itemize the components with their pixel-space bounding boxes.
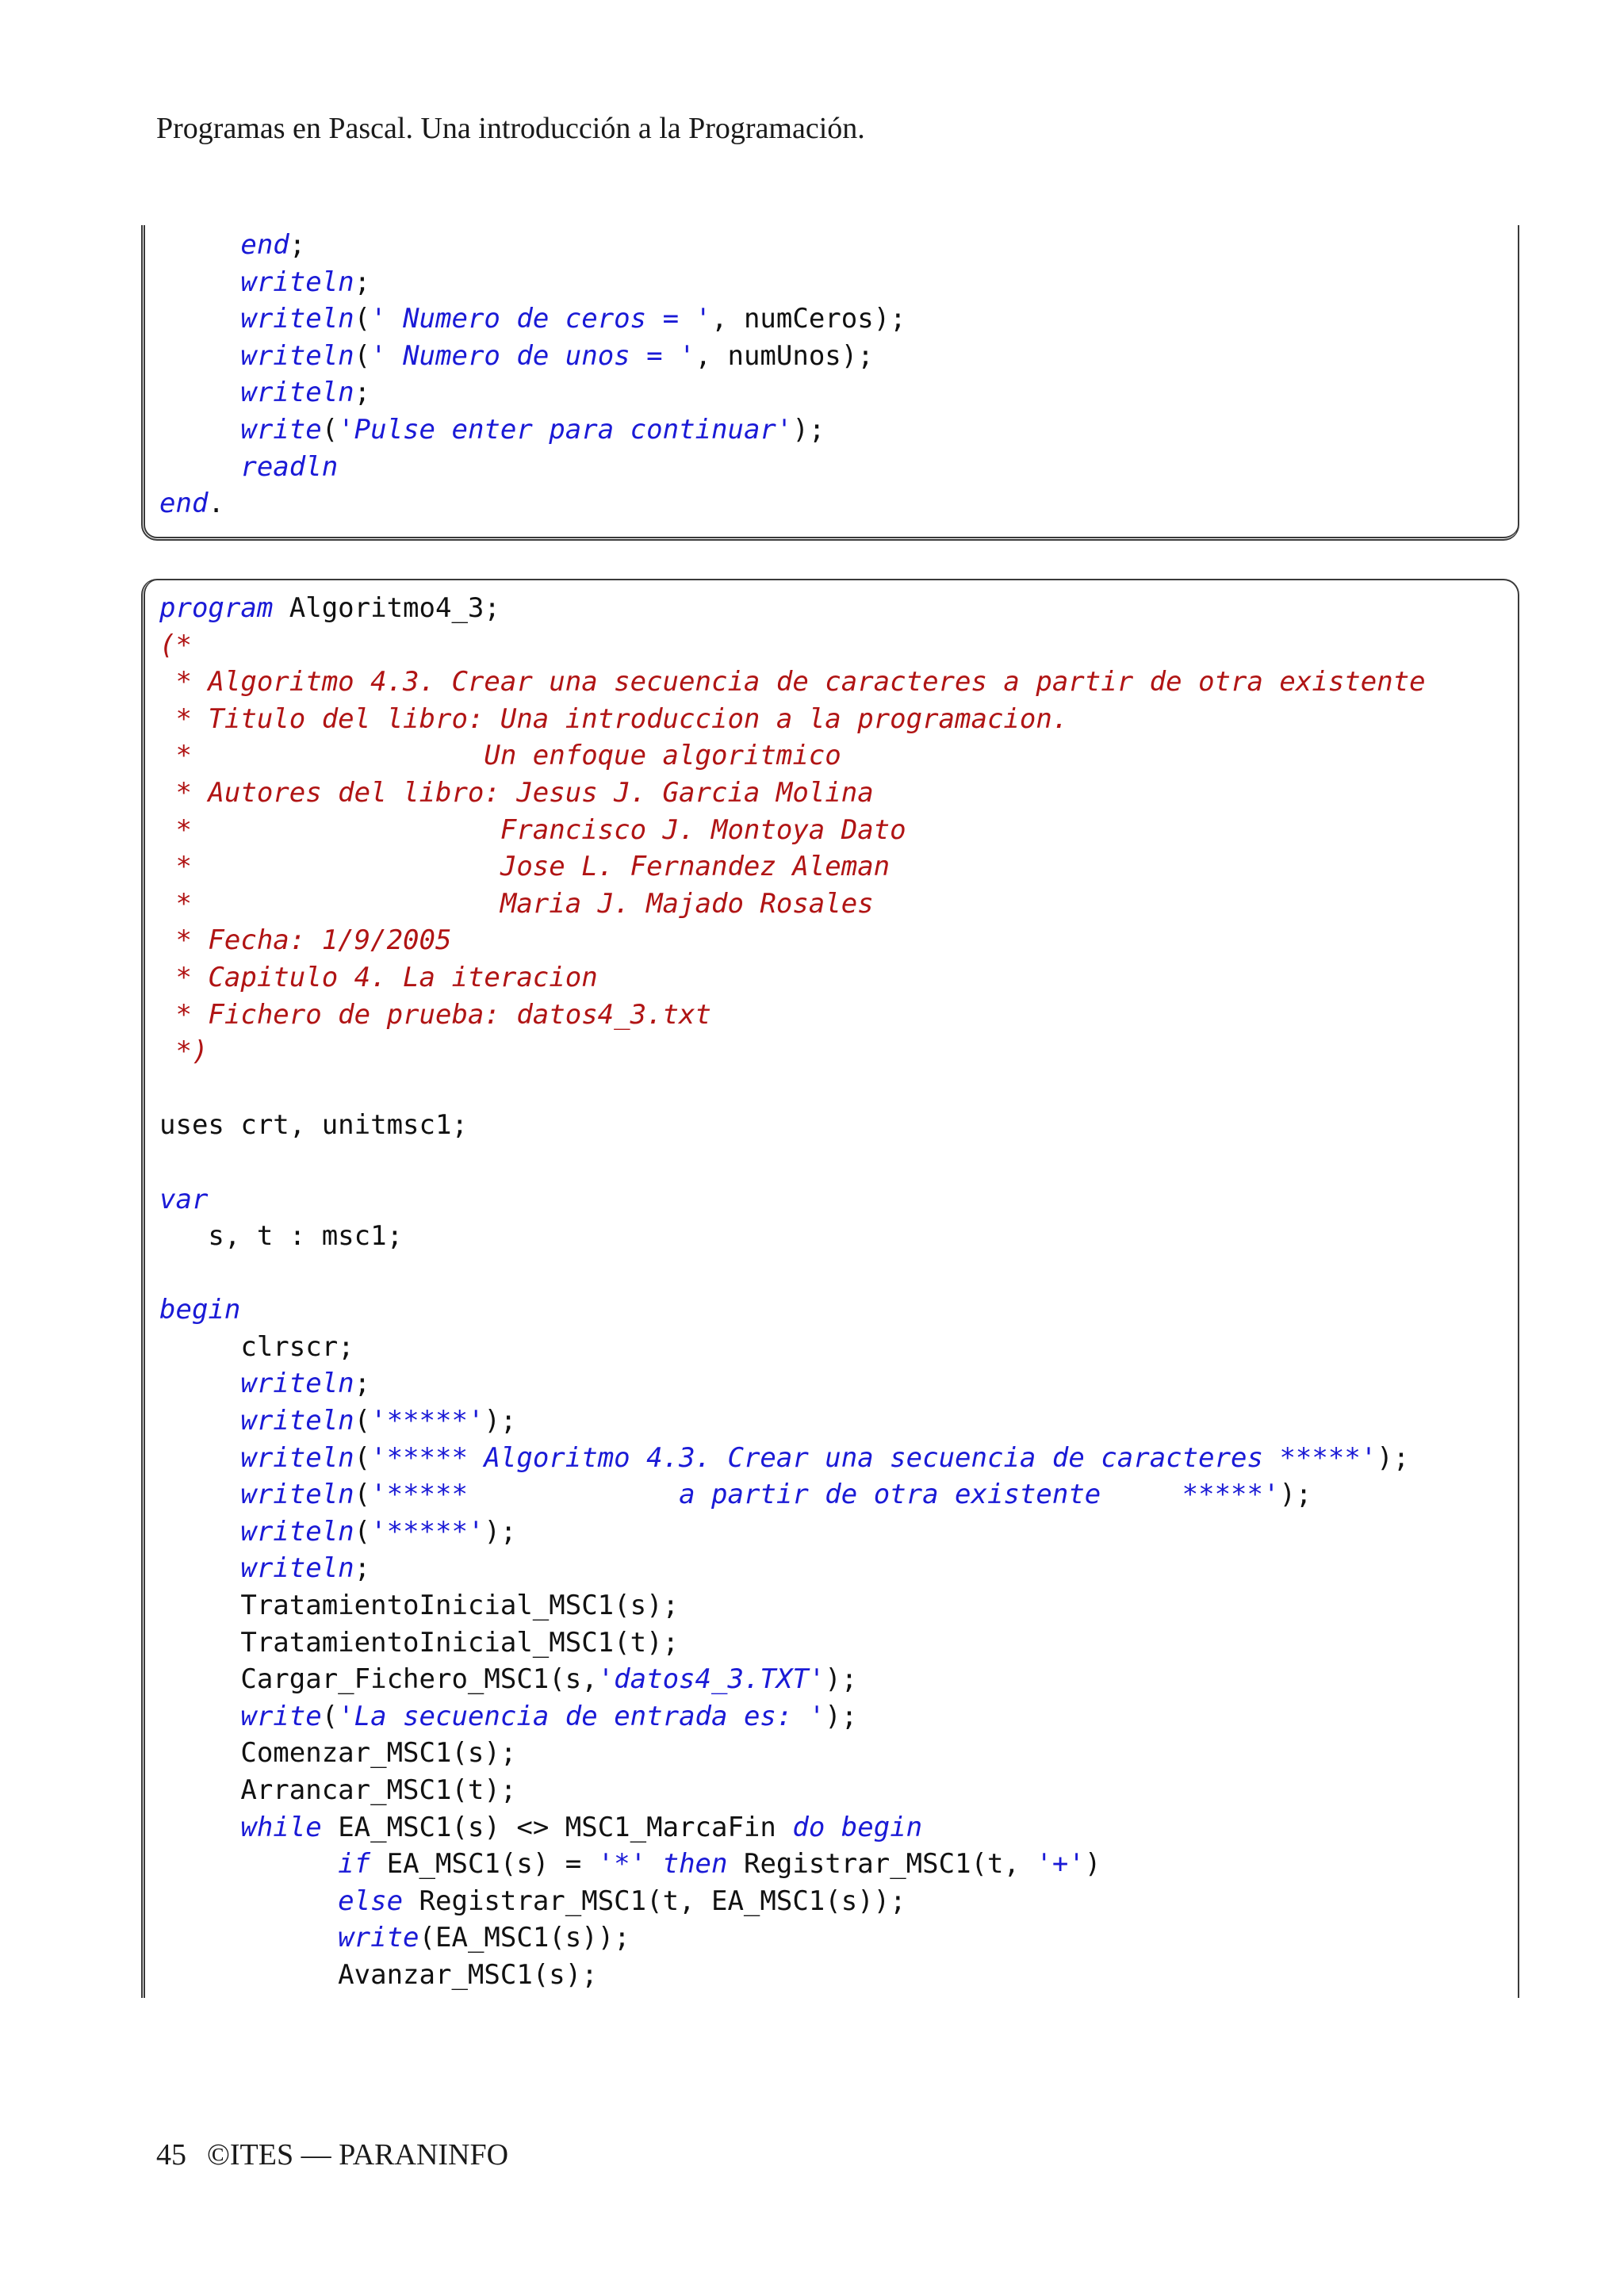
code-token: ;: [354, 266, 371, 298]
code-token: '*****': [370, 1515, 485, 1548]
code-token: [159, 1885, 338, 1917]
code-line: [159, 1663, 857, 1695]
code-token: writeln: [240, 1368, 354, 1400]
code-token: [159, 340, 240, 372]
code-token: Cargar_Fichero_MSC1(s,: [159, 1663, 598, 1696]
code-token: (: [321, 413, 339, 446]
code-token: *): [159, 1035, 209, 1068]
code-line: [159, 924, 451, 956]
code-token: writeln: [240, 1552, 354, 1585]
code-token: );: [484, 1405, 517, 1437]
code-line: [159, 1737, 516, 1769]
code-token: (*: [159, 629, 192, 661]
code-token: * Maria J. Majado Rosales: [159, 887, 874, 920]
code-token: TratamientoInicial_MSC1(s);: [159, 1590, 680, 1622]
code-line: [159, 666, 1426, 698]
code-token: * Fecha: 1/9/2005: [159, 924, 452, 957]
code-token: program: [159, 592, 274, 624]
code-line: [159, 888, 874, 920]
code-token: (: [354, 1515, 371, 1548]
code-token: * Fichero de prueba: datos4_3.txt: [159, 998, 711, 1031]
code-token: Registrar_MSC1(t,: [727, 1848, 1036, 1881]
code-line: [159, 266, 370, 298]
code-line: [159, 999, 711, 1031]
code-token: writeln: [240, 1515, 354, 1548]
code-token: begin: [159, 1294, 241, 1326]
code-token: [159, 1442, 240, 1474]
code-token: [159, 266, 240, 298]
code-token: [159, 1812, 240, 1843]
page-header: Programas en Pascal. Una introducción a la Programación.: [156, 112, 865, 145]
code-token: ;: [354, 1552, 371, 1585]
code-token: writeln: [240, 339, 354, 372]
code-listing-frame-algoritmo4-3: [141, 579, 1519, 1998]
code-line: [159, 1516, 516, 1548]
code-token: '*': [597, 1848, 647, 1881]
code-line: [159, 1959, 598, 1991]
code-token: readln: [240, 450, 339, 483]
code-token: (: [354, 1405, 371, 1437]
code-token: [159, 303, 240, 335]
code-line: [159, 1442, 1409, 1474]
code-token: while: [240, 1811, 322, 1843]
code-token: );: [1279, 1479, 1312, 1511]
code-line: [159, 703, 1068, 735]
code-line: [159, 451, 338, 483]
code-token: [159, 1516, 240, 1548]
code-token: [159, 1479, 240, 1510]
code-line: [159, 1627, 679, 1659]
code-token: [159, 1552, 240, 1584]
code-token: .: [208, 488, 224, 520]
code-line: [159, 1701, 857, 1732]
code-listing-algoritmo4-3: [159, 590, 1426, 1994]
code-token: 'La secuencia de entrada es: ': [338, 1700, 825, 1732]
code-token: [159, 1405, 240, 1437]
code-line: [159, 851, 890, 882]
code-line: [159, 1885, 906, 1917]
code-token: [159, 229, 240, 261]
code-token: EA_MSC1(s) =: [370, 1848, 598, 1881]
code-line: [159, 377, 370, 408]
code-token: ' Numero de unos = ': [370, 339, 695, 372]
code-token: then: [662, 1848, 728, 1881]
code-token: * Francisco J. Montoya Dato: [159, 813, 906, 846]
code-line: [159, 340, 874, 372]
code-line: [159, 814, 906, 846]
code-token: * Un enfoque algoritmico: [159, 740, 841, 772]
code-token: write: [240, 1700, 322, 1732]
code-token: );: [825, 1663, 858, 1696]
code-token: '***** a partir de otra existente *****': [370, 1479, 1280, 1511]
code-token: [159, 1922, 338, 1954]
code-token: 'datos4_3.TXT': [597, 1663, 825, 1696]
code-token: (EA_MSC1(s));: [419, 1922, 630, 1954]
code-token: 'Pulse enter para continuar': [338, 413, 793, 446]
code-line: [159, 1922, 630, 1954]
code-token: [159, 1848, 338, 1880]
code-token: '***** Algoritmo 4.3. Crear una secuencia de caracteres *****': [370, 1441, 1377, 1474]
code-token: );: [484, 1515, 517, 1548]
code-line: [159, 962, 598, 993]
code-token: writeln: [240, 1405, 354, 1437]
code-token: ;: [289, 229, 306, 261]
code-token: [159, 377, 240, 408]
code-line: [159, 1109, 468, 1141]
code-token: write: [240, 413, 322, 446]
code-token: [825, 1812, 841, 1843]
code-token: write: [338, 1922, 419, 1954]
code-token: (: [354, 339, 371, 372]
code-token: (: [321, 1700, 339, 1732]
code-token: Comenzar_MSC1(s);: [159, 1737, 517, 1770]
code-token: * Algoritmo 4.3. Crear una secuencia de caracteres a partir de otra existente: [159, 666, 1426, 698]
code-token: Algoritmo4_3;: [273, 592, 500, 624]
code-token: * Autores del libro: Jesus J. Garcia Molina: [159, 776, 874, 809]
code-token: [646, 1848, 662, 1880]
code-line: [159, 229, 305, 261]
code-line: [159, 1479, 1312, 1510]
code-token: [159, 1368, 240, 1399]
code-token: '+': [1036, 1848, 1085, 1881]
code-line: [159, 629, 192, 661]
code-token: begin: [841, 1811, 923, 1843]
page-footer: [156, 2137, 529, 2172]
code-token: writeln: [240, 303, 354, 335]
page-number: 45: [156, 2138, 186, 2172]
code-token: uses crt, unitmsc1;: [159, 1109, 468, 1142]
code-line: [159, 1552, 370, 1584]
code-token: , numUnos);: [695, 339, 874, 372]
code-listing-continued: [159, 227, 906, 522]
code-token: clrscr;: [159, 1330, 354, 1363]
code-token: ;: [354, 1368, 371, 1400]
code-line: [159, 1368, 370, 1399]
code-listing-frame-continued: [141, 225, 1519, 541]
code-token: ): [1084, 1848, 1101, 1881]
code-token: );: [1377, 1441, 1410, 1474]
code-line: [159, 1035, 208, 1067]
code-token: , numCeros);: [711, 303, 906, 335]
code-token: TratamientoInicial_MSC1(t);: [159, 1626, 680, 1659]
code-token: * Titulo del libro: Una introduccion a la programacion.: [159, 702, 1069, 735]
code-token: if: [338, 1848, 371, 1881]
code-token: else: [338, 1885, 404, 1917]
code-line: [159, 1590, 679, 1621]
code-token: '*****': [370, 1405, 485, 1437]
code-line: [159, 740, 841, 771]
code-line: [159, 592, 500, 624]
code-token: Registrar_MSC1(t, EA_MSC1(s));: [403, 1885, 906, 1917]
code-token: Avanzar_MSC1(s);: [159, 1958, 598, 1991]
code-line: [159, 303, 906, 335]
code-token: writeln: [240, 1479, 354, 1511]
code-token: [159, 414, 240, 446]
code-token: s, t : msc1;: [159, 1220, 404, 1253]
code-token: (: [354, 1479, 371, 1511]
code-token: Arrancar_MSC1(t);: [159, 1774, 517, 1806]
code-token: (: [354, 1441, 371, 1474]
code-line: [159, 1331, 354, 1363]
code-token: end: [240, 229, 289, 261]
code-line: [159, 777, 874, 809]
code-line: [159, 1812, 922, 1843]
code-token: * Capitulo 4. La iteracion: [159, 961, 598, 993]
code-token: writeln: [240, 377, 354, 409]
code-token: );: [792, 413, 825, 446]
code-token: [159, 1701, 240, 1732]
code-line: [159, 1848, 1101, 1880]
code-token: );: [825, 1700, 858, 1732]
copyright-notice: ©ITES — PARANINFO: [207, 2138, 509, 2172]
code-line: [159, 414, 825, 446]
code-line: [159, 1405, 516, 1437]
code-token: writeln: [240, 1441, 354, 1474]
code-token: [159, 451, 240, 483]
code-line: [159, 1774, 516, 1806]
code-token: (: [354, 303, 371, 335]
code-token: EA_MSC1(s) <> MSC1_MarcaFin: [321, 1811, 793, 1843]
code-line: [159, 1294, 240, 1326]
code-token: ' Numero de ceros = ': [370, 303, 712, 335]
code-line: [159, 1184, 208, 1215]
code-token: ;: [354, 377, 371, 409]
code-token: do: [792, 1811, 825, 1843]
code-line: [159, 488, 224, 519]
code-token: end: [159, 488, 209, 520]
code-token: * Jose L. Fernandez Aleman: [159, 851, 891, 883]
code-token: writeln: [240, 266, 354, 298]
code-line: [159, 1220, 403, 1252]
code-token: var: [159, 1183, 209, 1215]
